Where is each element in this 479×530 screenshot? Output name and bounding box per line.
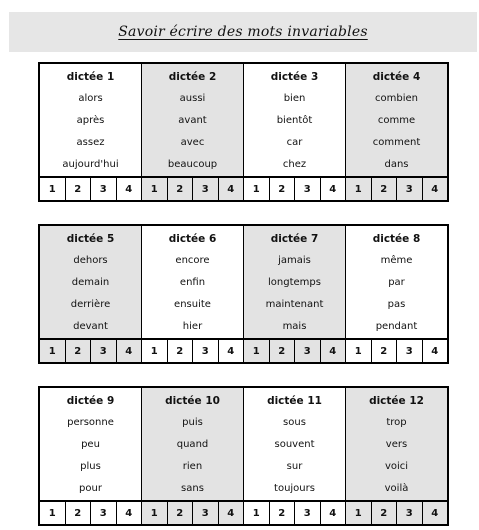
attempt-number-group	[40, 502, 142, 524]
invariable-word: peu	[81, 439, 100, 450]
attempt-number-cell: 3	[295, 502, 321, 524]
invariable-word: puis	[182, 417, 203, 428]
attempt-number-cell: 4	[431, 345, 439, 357]
invariable-word: avant	[178, 115, 207, 126]
dictee-row	[40, 226, 447, 338]
attempt-number-cell: 3	[397, 178, 423, 200]
attempt-number-cell: 4	[125, 183, 133, 195]
attempt-number-cell: 3	[193, 178, 219, 200]
invariable-word: rien	[182, 461, 203, 472]
dictee-column	[346, 388, 447, 500]
invariable-word: avec	[180, 137, 205, 148]
page-title: Savoir écrire des mots invariables	[118, 24, 368, 40]
dictee-column	[142, 64, 244, 176]
attempt-number-row	[40, 500, 447, 524]
attempt-number-group	[346, 178, 447, 200]
attempt-number-cell: 2	[372, 502, 398, 524]
invariable-word: devant	[73, 321, 108, 332]
invariable-word: sans	[181, 483, 204, 494]
attempt-number-group	[142, 178, 244, 200]
invariable-word: bien	[283, 93, 306, 104]
invariable-word: aujourd'hui	[62, 159, 119, 170]
invariable-word: vers	[385, 439, 408, 450]
attempt-number-cell: 1	[346, 178, 372, 200]
attempt-number-cell: 1	[40, 502, 66, 524]
attempt-number-cell: 4	[431, 507, 439, 519]
invariable-word: toujours	[274, 483, 315, 494]
dictee-label: dictée 8	[372, 233, 421, 245]
attempt-number-group	[40, 178, 142, 200]
invariable-word: trop	[386, 417, 407, 428]
attempt-number-cell: 1	[40, 178, 66, 200]
attempt-number-cell: 3	[193, 502, 219, 524]
attempt-number-group	[244, 178, 346, 200]
attempt-number-cell: 3	[91, 340, 117, 362]
invariable-word: pour	[79, 483, 102, 494]
invariable-word: comme	[377, 115, 416, 126]
invariable-word: même	[380, 255, 413, 266]
invariable-word: dehors	[73, 255, 108, 266]
attempt-number-cell: 1	[346, 340, 372, 362]
invariable-word: par	[388, 277, 405, 288]
dictee-label: dictée 5	[66, 233, 115, 245]
invariable-word: jamais	[278, 255, 311, 266]
dictee-block	[38, 224, 449, 364]
attempt-number-cell: 2	[372, 178, 398, 200]
dictee-column	[244, 64, 346, 176]
attempt-number-cell: 3	[91, 502, 117, 524]
invariable-word: alors	[78, 93, 103, 104]
title-bar	[9, 12, 477, 52]
attempt-number-cell: 4	[329, 507, 337, 519]
dictee-block	[38, 62, 449, 202]
invariable-word: plus	[80, 461, 101, 472]
dictee-column	[40, 64, 142, 176]
dictee-column	[244, 226, 346, 338]
dictee-label: dictée 9	[66, 395, 115, 407]
attempt-number-cell: 2	[168, 502, 194, 524]
attempt-number-cell: 2	[270, 340, 296, 362]
attempt-number-cell: 1	[142, 502, 168, 524]
invariable-word: souvent	[274, 439, 315, 450]
dictee-label: dictée 12	[369, 395, 424, 407]
attempt-number-cell: 4	[431, 183, 439, 195]
dictee-label: dictée 11	[267, 395, 322, 407]
attempt-number-cell: 4	[329, 345, 337, 357]
invariable-word: pas	[387, 299, 406, 310]
attempt-number-cell: 1	[244, 340, 270, 362]
invariable-word: voilà	[384, 483, 409, 494]
dictee-column	[142, 226, 244, 338]
invariable-word: chez	[282, 159, 307, 170]
attempt-number-cell: 4	[329, 183, 337, 195]
attempt-number-cell: 2	[270, 502, 296, 524]
attempt-number-cell: 4	[227, 507, 235, 519]
dictee-column	[142, 388, 244, 500]
attempt-number-cell: 1	[346, 502, 372, 524]
dictee-label: dictée 7	[270, 233, 319, 245]
attempt-number-cell: 1	[142, 340, 168, 362]
attempt-number-group	[40, 340, 142, 362]
invariable-word: maintenant	[265, 299, 324, 310]
attempt-number-cell: 4	[227, 345, 235, 357]
attempt-number-cell: 4	[125, 507, 133, 519]
dictee-column	[40, 226, 142, 338]
attempt-number-cell: 1	[40, 340, 66, 362]
attempt-number-group	[142, 340, 244, 362]
attempt-number-cell: 3	[295, 340, 321, 362]
dictee-column	[346, 226, 447, 338]
attempt-number-cell: 3	[91, 178, 117, 200]
invariable-word: dans	[384, 159, 409, 170]
attempt-number-cell: 4	[125, 345, 133, 357]
dictee-column	[346, 64, 447, 176]
attempt-number-cell: 3	[397, 502, 423, 524]
invariable-word: encore	[175, 255, 210, 266]
attempt-number-cell: 4	[227, 183, 235, 195]
attempt-number-cell: 2	[372, 340, 398, 362]
invariable-word: ensuite	[174, 299, 211, 310]
attempt-number-cell: 2	[168, 178, 194, 200]
invariable-word: derrière	[70, 299, 111, 310]
invariable-word: sur	[286, 461, 303, 472]
attempt-number-group	[244, 340, 346, 362]
invariable-word: longtemps	[268, 277, 321, 288]
attempt-number-cell: 2	[270, 178, 296, 200]
attempt-number-group	[346, 340, 447, 362]
invariable-word: aussi	[179, 93, 206, 104]
invariable-word: bientôt	[276, 115, 313, 126]
dictee-block	[38, 386, 449, 526]
invariable-word: combien	[375, 93, 418, 104]
dictee-label: dictée 4	[372, 71, 421, 83]
invariable-word: car	[286, 137, 303, 148]
invariable-word: voici	[384, 461, 409, 472]
invariable-word: enfin	[179, 277, 206, 288]
invariable-word: beaucoup	[167, 159, 218, 170]
dictee-label: dictée 10	[165, 395, 220, 407]
dictee-row	[40, 64, 447, 176]
invariable-word: mais	[282, 321, 307, 332]
dictee-label: dictée 6	[168, 233, 217, 245]
attempt-number-cell: 1	[142, 178, 168, 200]
attempt-number-row	[40, 176, 447, 200]
invariable-word: demain	[71, 277, 110, 288]
attempt-number-cell: 1	[244, 502, 270, 524]
attempt-number-group	[142, 502, 244, 524]
dictee-label: dictée 2	[168, 71, 217, 83]
attempt-number-cell: 1	[244, 178, 270, 200]
attempt-number-group	[346, 502, 447, 524]
invariable-word: quand	[176, 439, 209, 450]
invariable-word: personne	[67, 417, 114, 428]
attempt-number-cell: 3	[193, 340, 219, 362]
dictee-column	[244, 388, 346, 500]
attempt-number-cell: 3	[397, 340, 423, 362]
dictee-row	[40, 388, 447, 500]
invariable-word: pendant	[375, 321, 418, 332]
attempt-number-cell: 2	[66, 340, 92, 362]
invariable-word: assez	[76, 137, 105, 148]
attempt-number-cell: 3	[295, 178, 321, 200]
attempt-number-cell: 2	[168, 340, 194, 362]
invariable-word: hier	[182, 321, 203, 332]
invariable-word: comment	[372, 137, 421, 148]
attempt-number-cell: 2	[66, 502, 92, 524]
dictee-column	[40, 388, 142, 500]
attempt-number-cell: 2	[66, 178, 92, 200]
dictee-label: dictée 1	[66, 71, 115, 83]
invariable-word: sous	[283, 417, 306, 428]
invariable-word: après	[76, 115, 105, 126]
attempt-number-group	[244, 502, 346, 524]
attempt-number-row	[40, 338, 447, 362]
dictee-label: dictée 3	[270, 71, 319, 83]
